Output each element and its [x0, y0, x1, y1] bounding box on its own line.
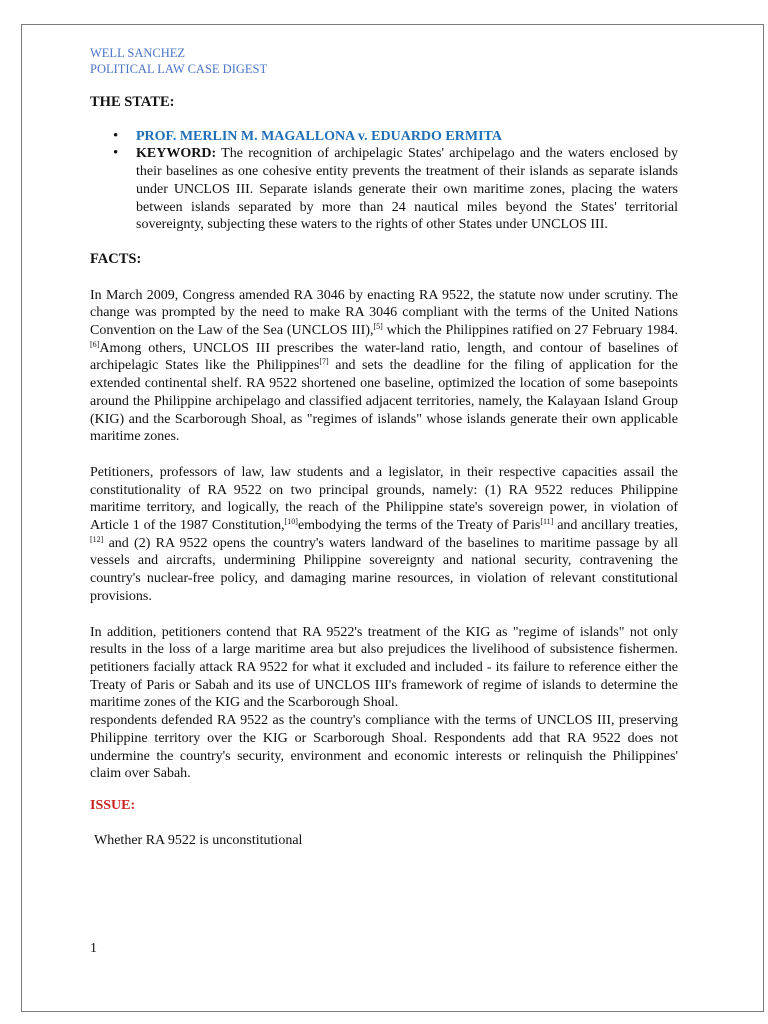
facts-paragraph-1 [90, 287, 678, 446]
facts-paragraph-3: In addition, petitioners contend that RA 9522's treatment of the KIG as "regime of islands" not only results in the loss of a large maritime area but also prejudices the livelihood of subsistence fishermen. petitioners facially attack RA 9522 for what it excluded and included - its failure to reference either the Treaty of Paris or Sabah and its use of UNCLOS III's framework of regime of islands to determine the maritime zones of the KIG and the Scarborough Shoal. [90, 624, 678, 711]
text-run: and sets the deadline for the filing of application for the extended continental shelf. RA 9522 shortened one baseline, optimized the location of some basepoints around the Philippine archipelago and classified adjacent territories, namely, the Kalayaan Island Group (KIG) and the Scarborough Shoal, as "regimes of islands" whose islands generate their own applicable maritime zones. [90, 358, 678, 445]
footnote-ref: [12] [90, 534, 104, 544]
list-item [136, 128, 678, 146]
text-run: embodying the terms of the Treaty of Paris [297, 518, 541, 534]
document-page [21, 24, 764, 1012]
facts-paragraph-4: respondents defended RA 9522 as the country's compliance with the terms of UNCLOS III, preserving Philippine territory over the KIG or Scarborough Shoal. Respondents add that RA 9522 does not undermine the country's security, environment and economic interests or relinquish the Philippines' claim over Sabah. [90, 713, 678, 782]
text-run: and ancillary treaties, [553, 518, 678, 534]
facts-paragraph-2 [90, 464, 678, 606]
text-run: Petitioners, professors of law, law students and a legislator, in their respective capacities assail the constitutionality of RA 9522 on two principal grounds, namely: (1) RA 9522 reduces Philippine maritime territory, and logically, the reach of the Philippine state's sovereign power, in violation of Article 1 of the 1987 Constitution, [90, 464, 678, 534]
footnote-ref: [10] [284, 517, 298, 527]
page-header [90, 45, 678, 77]
footnote-ref: [11] [540, 517, 554, 527]
text-run: In March 2009, Congress amended RA 3046 by enacting RA 9522, the statute now under scrutiny. The change was prompted by the need to make RA 3046 compliant with the terms of the United Nations Convention on the Law of the Sea (UNCLOS III), [90, 287, 678, 339]
footnote-ref: [5] [373, 322, 383, 332]
footnote-ref: [7] [319, 357, 329, 367]
keyword-text: The recognition of archipelagic States' archipelago and the waters enclosed by their baselines as one cohesive entity prevents the treatment of their islands as separate islands under UNCLOS III. Separate islands generate their own maritime zones, placing the waters between islands separated by more than 24 nautical miles beyond the States' territorial sovereignty, subjecting these waters to the rights of other States under UNCLOS III. [136, 146, 678, 233]
state-bullet-list [90, 128, 678, 234]
header-author: WELL SANCHEZ [90, 46, 186, 60]
page-content [90, 45, 678, 849]
footnote-ref: [6] [90, 339, 100, 349]
state-heading: THE STATE: [90, 94, 175, 110]
header-subtitle: POLITICAL LAW CASE DIGEST [90, 62, 268, 76]
list-item [136, 145, 678, 234]
text-run: and (2) RA 9522 opens the country's waters landward of the baselines to maritime passage by all vessels and aircrafts, undermining Philippine sovereignty and national security, contravening the country's nuclear-free policy, and damaging marine resources, in violation of relevant constitutional provisions. [90, 535, 678, 604]
facts-heading: FACTS: [90, 250, 142, 267]
issue-heading: ISSUE: [90, 797, 136, 813]
case-title: PROF. MERLIN M. MAGALLONA v. EDUARDO ERMITA [136, 128, 502, 144]
page-number: 1 [90, 941, 97, 956]
text-run: which the Philippines ratified on 27 February 1984. [382, 323, 678, 339]
text-run: Among others, UNCLOS III prescribes the water-land ratio, length, and contour of baselines of archipelagic States like the Philippines [90, 340, 678, 374]
keyword-label: KEYWORD: [136, 146, 217, 162]
issue-text: Whether RA 9522 is unconstitutional [94, 832, 303, 848]
